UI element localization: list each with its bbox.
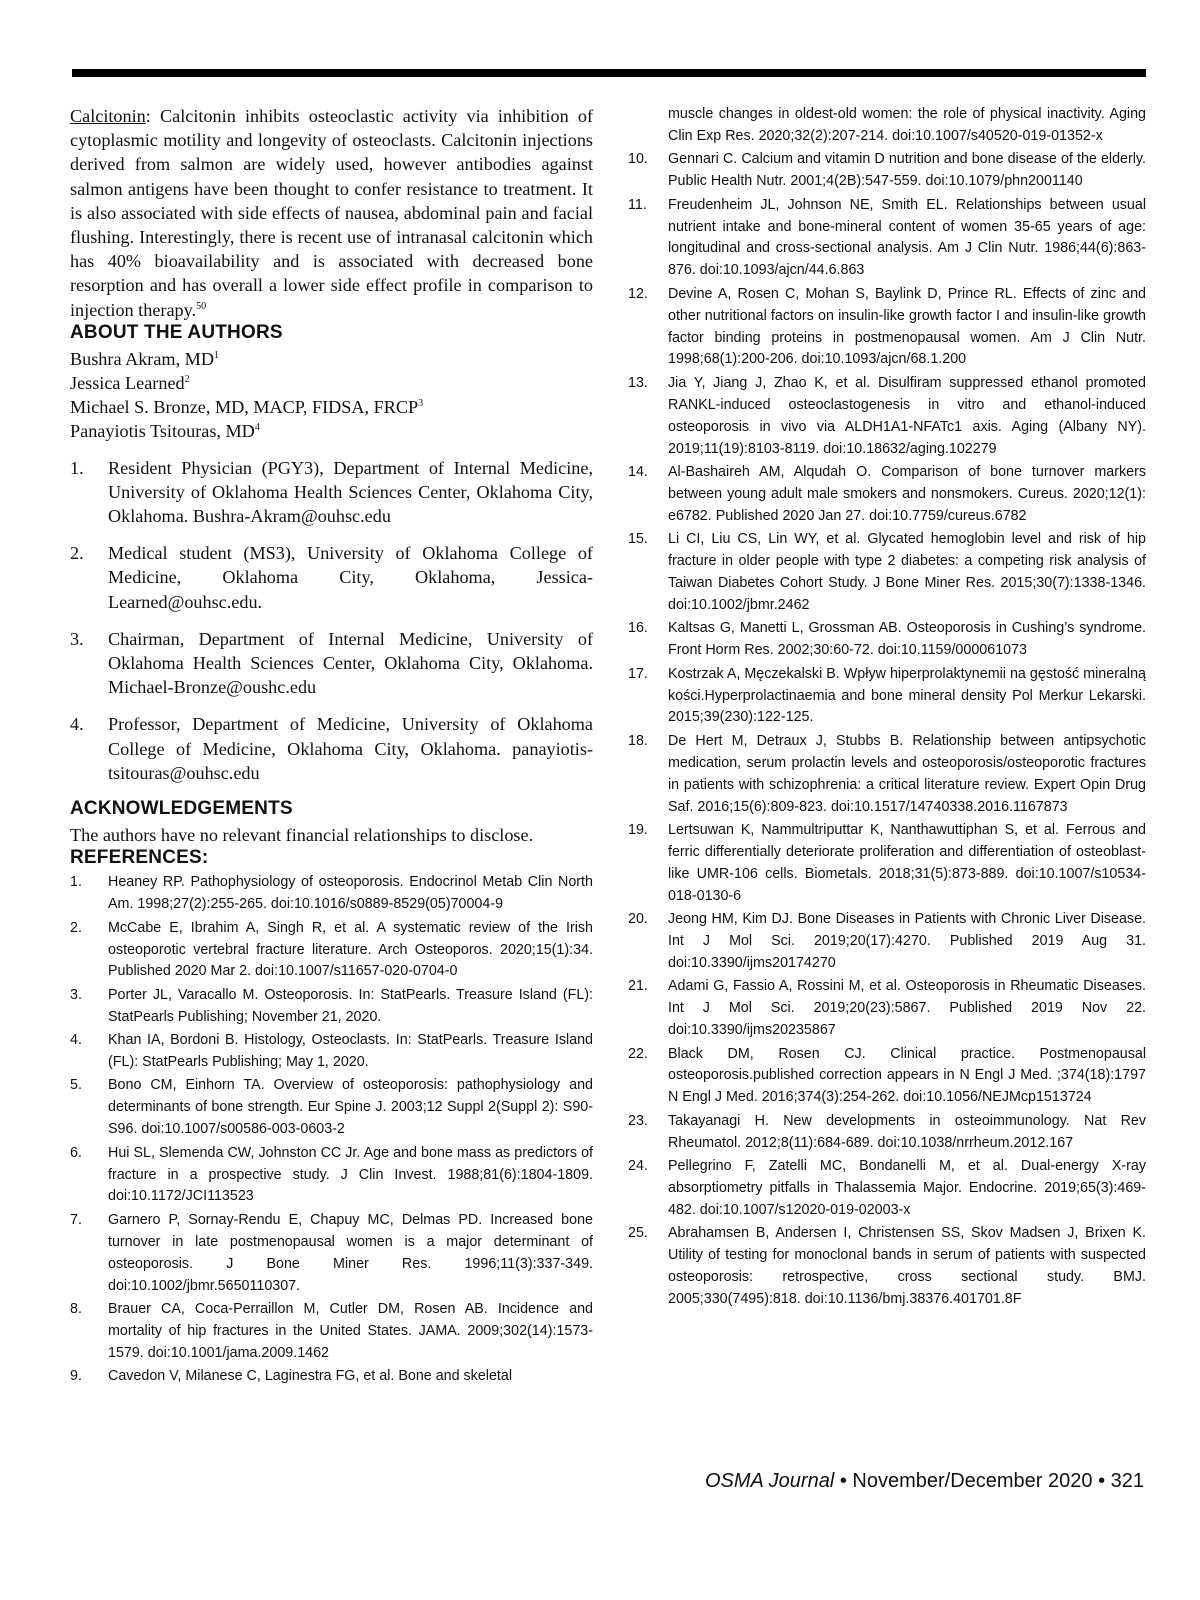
reference-number: 19. <box>628 822 648 838</box>
page-footer <box>705 1470 1144 1493</box>
reference-text: Kaltsas G, Manetti L, Grossman AB. Osteoporosis in Cushing’s syndrome. Front Horm Res. 2002;30:60-72. doi:10.1159/000061073 <box>668 620 1146 659</box>
reference-number: 15. <box>628 531 648 548</box>
reference-item <box>70 872 593 916</box>
reference-number: 18. <box>628 732 648 749</box>
top-rule <box>72 69 1146 77</box>
reference-text: Porter JL, Varacallo M. Osteoporosis. In: StatPearls. Treasure Island (FL): StatPearls Publishing; November 21, 2020. <box>108 986 593 1025</box>
reference-text: Bono CM, Einhorn TA. Overview of osteoporosis: pathophysiology and determinants of bone strength. Eur Spine J. 2003;12 Suppl 2(Suppl 2): S90-S96. doi:10.1007/s00586-003-0603-2 <box>108 1077 593 1138</box>
reference-text: Garnero P, Sornay-Rendu E, Chapuy MC, Delmas PD. Increased bone turnover in late postmenopausal women is a major determinant of osteoporosis. J Bone Miner Res. 1996;11(3):337-349. doi:10.1002/jbmr.5650110307. <box>108 1211 593 1294</box>
reference-number: 13. <box>628 374 648 391</box>
author-name: Jessica Learned <box>70 373 185 394</box>
author-sup: 1 <box>213 349 219 361</box>
references-heading: REFERENCES: <box>70 847 209 869</box>
journal-name: OSMA Journal <box>704 1470 835 1492</box>
affiliation-list <box>70 456 593 785</box>
acknowledgements-heading: ACKNOWLEDGEMENTS <box>70 798 293 820</box>
reference-number: 7. <box>70 1211 82 1228</box>
reference-number: 3. <box>70 986 82 1003</box>
reference-number: 10. <box>628 151 648 168</box>
reference-number: 2. <box>70 919 82 936</box>
reference-number: 20. <box>628 911 648 928</box>
reference-item <box>70 1030 593 1074</box>
reference-number: 17. <box>628 665 648 682</box>
reference-number: 12. <box>628 285 648 302</box>
affiliation-text: Professor, Department of Medicine, University of Oklahoma College of Medicine, Oklahoma City, Oklahoma. panayiotis-tsitouras@ouhsc.edu <box>108 714 593 783</box>
reference-item <box>70 985 593 1029</box>
affiliation-item <box>70 627 593 700</box>
reference-number: 25. <box>628 1225 648 1242</box>
author-sup: 3 <box>418 398 424 410</box>
reference-number: 9. <box>70 1368 82 1385</box>
author-line <box>70 347 593 371</box>
reference-item <box>628 462 1146 528</box>
affiliation-text: Medical student (MS3), University of Oklahoma College of Medicine, Oklahoma City, Oklahoma, Jessica-Learned@ouhsc.edu. <box>108 543 593 612</box>
reference-text: Cavedon V, Milanese C, Laginestra FG, et al. Bone and skeletal <box>108 1368 512 1385</box>
reference-item <box>628 373 1146 461</box>
reference-text: Devine A, Rosen C, Mohan S, Baylink D, Prince RL. Effects of zinc and other nutritional factors on insulin-like growth factor I and insulin-like growth factor binding proteins in postmenopausal women. Am J Clin Nutr. 1998;68(1):200-206. doi:10.1093/ajcn/68.1.200 <box>668 285 1146 368</box>
reference-item <box>628 1223 1146 1311</box>
reference-item <box>628 664 1146 730</box>
reference-item <box>628 529 1146 617</box>
reference-text: Takayanagi H. New developments in osteoimmunology. Nat Rev Rheumatol. 2012;8(11):684-689. doi:10.1038/nrrheum.2012.167 <box>668 1112 1146 1151</box>
reference-text: Adami G, Fassio A, Rossini M, et al. Osteoporosis in Rheumatic Diseases. Int J Mol Sci. 2019;20(23):5867. Published 2019 Nov 22. doi:10.3390/ijms20235867 <box>668 978 1146 1039</box>
issue-info: • November/December 2020 • 321 <box>834 1470 1144 1492</box>
reference-number: 8. <box>70 1301 82 1317</box>
affiliation-item <box>70 712 593 785</box>
reference-number: 22. <box>628 1045 648 1062</box>
reference-item <box>628 149 1146 193</box>
reference-text: Freudenheim JL, Johnson NE, Smith EL. Relationships between usual nutrient intake and bone-mineral content of women 35-65 years of age: longitudinal and cross-sectional analysis. Am J Clin Nutr. 1986;44(6):863-876. doi:10.1093/ajcn/44.6.863 <box>668 196 1146 279</box>
reference-text: McCabe E, Ibrahim A, Singh R, et al. A systematic review of the Irish osteoporotic vertebral fracture literature. Arch Osteoporos. 2020;15(1):34. Published 2020 Mar 2. doi:10.1007/s11657-020-0704-0 <box>108 919 593 980</box>
reference-continuation: muscle changes in oldest-old women: the role of physical inactivity. Aging Clin Exp Res. 2020;32(2):207-214. doi:10.1007/s40520-019-01352-x <box>668 106 1146 144</box>
author-line <box>70 371 593 395</box>
reference-text: Gennari C. Calcium and vitamin D nutrition and bone disease of the elderly. Public Health Nutr. 2001;4(2B):547-559. doi:10.1079/phn2001140 <box>668 151 1146 190</box>
calcitonin-text: : Calcitonin inhibits osteoclastic activity via inhibition of cytoplasmic motility and longevity of osteoclasts. Calcitonin injections derived from salmon are widely used, however antibodies against salmon antigens have been thought to confer resistance to treatment. It is also associated with side effects of nausea, abdominal pain and facial flushing. Interestingly, there is recent use of intranasal calcitonin which has 40% bioavailability and is associated with decreased bone resorption and has overall a lower side effect profile in comparison to injection therapy. <box>70 106 593 320</box>
affiliation-number: 4. <box>70 714 84 735</box>
affiliation-number: 1. <box>70 457 84 478</box>
reference-number: 1. <box>70 874 82 891</box>
about-heading: ABOUT THE AUTHORS <box>70 321 283 343</box>
reference-text: Abrahamsen B, Andersen I, Christensen SS, Skov Madsen J, Brixen K. Utility of testing for monoclonal bands in serum of patients with suspected osteoporosis: retrospective, cross sectional study. BMJ. 2005;330(7495):818. doi:10.1136/bmj.38376.401701.8F <box>668 1225 1146 1308</box>
reference-item <box>70 1210 593 1298</box>
reference-text: De Hert M, Detraux J, Stubbs B. Relationship between antipsychotic medication, serum prolactin levels and osteoporosis/osteoporotic fractures in patients with schizophrenia: a critical literature review. Expert Opin Drug Saf. 2016;15(6):809-823. doi:10.1517/14740338.2016.1167873 <box>668 732 1146 815</box>
reference-item <box>628 618 1146 662</box>
reference-text: Pellegrino F, Zatelli MC, Bondanelli M, et al. Dual-energy X-ray absorptiometry pitfalls in Thalassemia Major. Endocrine. 2019;65(3):469-482. doi:10.1007/s12020-019-02003-x <box>668 1158 1146 1218</box>
affiliation-item <box>70 456 593 529</box>
reference-item <box>70 1143 593 1209</box>
reference-text: Kostrzak A, Męczekalski B. Wpływ hiperprolaktynemii na gęstość mineralną kości.Hyperprolactinaemia and bone mineral density Pol Merkur Lekarski. 2015;39(230):122-125. <box>668 665 1146 726</box>
author-sup: 4 <box>254 422 260 434</box>
reference-item <box>628 731 1146 819</box>
reference-text: Li CI, Liu CS, Lin WY, et al. Glycated hemoglobin level and risk of hip fracture in older people with type 2 diabetes: a competing risk analysis of Taiwan Diabetes Cohort Study. J Bone Miner Res. 2015;30(7):1338-1346. doi:10.1002/jbmr.2462 <box>668 531 1146 613</box>
reference-list-left <box>70 872 593 1388</box>
reference-item <box>70 1366 593 1388</box>
author-name: Bushra Akram, MD <box>70 348 214 369</box>
reference-number: 24. <box>628 1158 648 1175</box>
affiliation-number: 3. <box>70 628 84 649</box>
affiliation-text: Chairman, Department of Internal Medicine, University of Oklahoma Health Sciences Center, Oklahoma City, Oklahoma. Michael-Bronze@oushc.edu <box>108 628 593 698</box>
calcitonin-citation: 50 <box>196 300 207 312</box>
reference-list-right <box>628 104 1146 1311</box>
reference-text: Jeong HM, Kim DJ. Bone Diseases in Patients with Chronic Liver Disease. Int J Mol Sci. 2019;20(17):4270. Published 2019 Aug 31. doi:10.3390/ijms20174270 <box>668 911 1146 971</box>
reference-item <box>628 284 1146 372</box>
reference-text: Khan IA, Bordoni B. Histology, Osteoclasts. In: StatPearls. Treasure Island (FL): StatPearls Publishing; May 1, 2020. <box>108 1032 593 1071</box>
left-column <box>70 104 593 1390</box>
calcitonin-paragraph <box>70 104 593 322</box>
reference-item <box>628 909 1146 975</box>
reference-text: Black DM, Rosen CJ. Clinical practice. Postmenopausal osteoporosis.published correction appears in N Engl J Med. ;374(18):1797 N Engl J Med. 2016;374(3):254-262. doi:10.1056/NEJMcp1513724 <box>668 1045 1146 1106</box>
right-column <box>628 104 1146 1312</box>
reference-item <box>70 1299 593 1365</box>
reference-text: Brauer CA, Coca-Perraillon M, Cutler DM, Rosen AB. Incidence and mortality of hip fractures in the United States. JAMA. 2009;302(14):1573-1579. doi:10.1001/jama.2009.1462 <box>108 1301 593 1361</box>
author-list <box>70 347 593 444</box>
reference-item <box>70 1075 593 1141</box>
reference-number: 5. <box>70 1077 82 1094</box>
reference-number: 23. <box>628 1112 648 1129</box>
affiliation-item <box>70 541 593 614</box>
author-name: Panayiotis Tsitouras, MD <box>70 421 255 442</box>
reference-number: 14. <box>628 464 648 480</box>
acknowledgements-text: The authors have no relevant financial relationships to disclose. <box>70 825 534 846</box>
reference-text: Jia Y, Jiang J, Zhao K, et al. Disulfiram suppressed ethanol promoted RANKL-induced osteoclastogenesis in vitro and ethanol-induced osteoporosis in vivo via ALDH1A1-NFATc1 axis. Aging (Albany NY). 2019;11(19):8103-8119. doi:10.18632/aging.102279 <box>668 374 1146 457</box>
reference-number: 6. <box>70 1144 82 1161</box>
author-line <box>70 419 593 443</box>
reference-number: 21. <box>628 978 648 995</box>
affiliation-number: 2. <box>70 543 84 564</box>
reference-item <box>628 1044 1146 1110</box>
reference-item <box>628 976 1146 1042</box>
author-name: Michael S. Bronze, MD, MACP, FIDSA, FRCP <box>70 397 419 418</box>
reference-number: 4. <box>70 1032 82 1049</box>
affiliation-text: Resident Physician (PGY3), Department of Internal Medicine, University of Oklahoma Health Sciences Center, Oklahoma City, Oklahoma. Bushra-Akram@ouhsc.edu <box>108 457 593 527</box>
calcitonin-lead: Calcitonin <box>70 106 146 126</box>
reference-text: Heaney RP. Pathophysiology of osteoporosis. Endocrinol Metab Clin North Am. 1998;27(2):255-265. doi:10.1016/s0889-8529(05)70004-9 <box>108 874 593 913</box>
reference-text: Lertsuwan K, Nammultriputtar K, Nanthawuttiphan S, et al. Ferrous and ferric differentially deteriorate proliferation and differentiation of osteoblast-like UMR-106 cells. Biometals. 2018;31(5):873-889. doi:10.1007/s10534-018-0130-6 <box>668 822 1146 904</box>
reference-number: 11. <box>628 196 647 213</box>
reference-item <box>628 195 1146 283</box>
reference-item <box>628 820 1146 908</box>
author-line <box>70 395 593 419</box>
reference-item <box>628 1111 1146 1155</box>
reference-item <box>70 918 593 984</box>
reference-number: 16. <box>628 620 648 637</box>
reference-item <box>628 1156 1146 1222</box>
reference-text: Al-Bashaireh AM, Alqudah O. Comparison of bone turnover markers between young adult male smokers and nonsmokers. Cureus. 2020;12(1): e6782. Published 2020 Jan 27. doi:10.7759/cureus.6782 <box>668 464 1146 524</box>
author-sup: 2 <box>184 373 190 385</box>
reference-text: Hui SL, Slemenda CW, Johnston CC Jr. Age and bone mass as predictors of fracture in a prospective study. J Clin Invest. 1988;81(6):1804-1809. doi:10.1172/JCI113523 <box>108 1144 593 1205</box>
